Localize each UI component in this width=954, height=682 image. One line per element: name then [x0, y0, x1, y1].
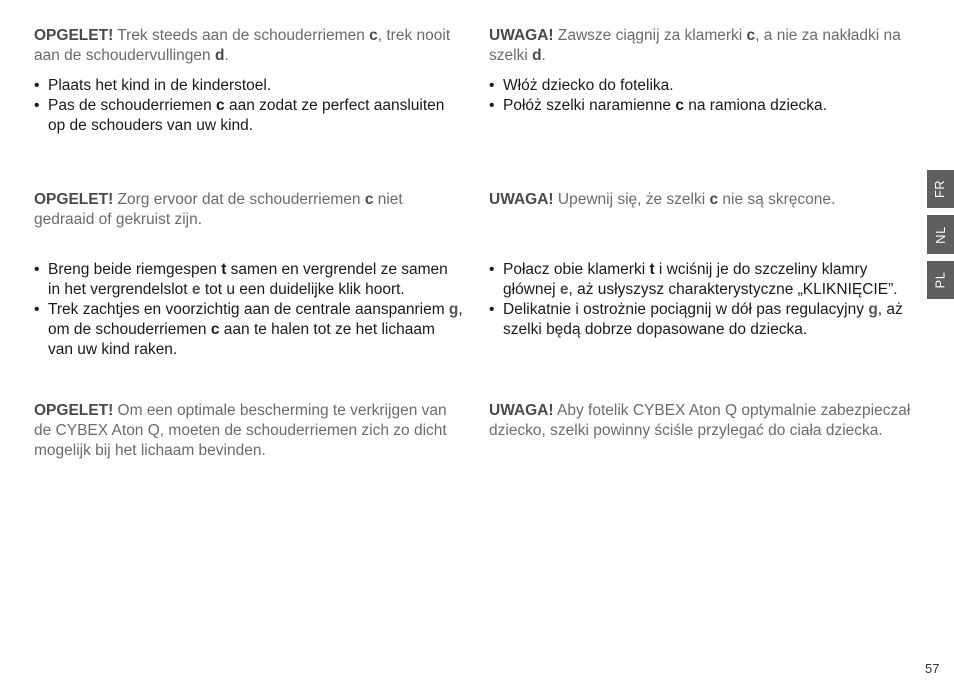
- list-item: • Breng beide riemgespen t samen en vergrendel ze samen in het vergrendelslot e tot u een duidelijke klik hoort.: [34, 260, 464, 300]
- part-ref: e: [559, 281, 569, 298]
- part-ref: c: [709, 191, 719, 208]
- pl-instruction-list-2: [489, 260, 919, 340]
- list-item: • Włóż dziecko do fotelika.: [489, 76, 919, 96]
- part-ref: c: [216, 97, 225, 114]
- nl-warning-3: OPGELET! Om een optimale bescherming te verkrijgen van de CYBEX Aton Q, moeten de schouderriemen zich zo dicht mogelijk bij het lichaam bevinden.: [34, 402, 447, 459]
- list-item: • Delikatnie i ostrożnie pociągnij w dół pas regulacyjny g, aż szelki będą dobrze dopasowane do dziecka.: [489, 300, 919, 340]
- part-ref: t: [649, 261, 655, 278]
- warning-label: UWAGA!: [489, 27, 554, 44]
- pl-warning-2: UWAGA! Upewnij się, że szelki c nie są skręcone.: [489, 191, 836, 208]
- nl-warning-2: OPGELET! Zorg ervoor dat de schouderriemen c niet gedraaid of gekruist zijn.: [34, 191, 403, 228]
- part-ref: c: [369, 27, 378, 44]
- nl-instruction-list-2: [34, 260, 464, 360]
- page-number: 57: [925, 661, 940, 676]
- pl-warning-1: UWAGA! Zawsze ciągnij za klamerki c, a nie za nakładki na szelki d.: [489, 27, 901, 64]
- pl-instruction-list-1: [489, 76, 919, 116]
- list-item: • Plaats het kind in de kinderstoel.: [34, 76, 464, 96]
- list-item: • Połóż szelki naramienne c na ramiona dziecka.: [489, 96, 919, 116]
- part-ref: e: [191, 281, 201, 298]
- part-ref: d: [214, 47, 225, 64]
- list-item: • Połacz obie klamerki t i wciśnij je do szczeliny klamry głównej e, aż usłyszysz charakterystyczne „KLIKNIĘCIE”.: [489, 260, 919, 300]
- part-ref: c: [210, 321, 220, 338]
- warning-label: OPGELET!: [34, 27, 114, 44]
- part-ref: d: [532, 47, 542, 64]
- list-item: • Pas de schouderriemen c aan zodat ze perfect aansluiten op de schouders van uw kind.: [34, 96, 464, 136]
- nl-warning-1: OPGELET! Trek steeds aan de schouderriemen c, trek nooit aan de schoudervullingen d.: [34, 27, 451, 64]
- list-item: • Trek zachtjes en voorzichtig aan de centrale aanspanriem g, om de schouderriemen c aan te halen tot ze het lichaam van uw kind raken.: [34, 300, 464, 360]
- warning-label: OPGELET!: [34, 402, 114, 419]
- warning-label: OPGELET!: [34, 191, 114, 208]
- warning-label: UWAGA!: [489, 402, 554, 419]
- part-ref: c: [364, 191, 374, 208]
- warning-label: UWAGA!: [489, 191, 554, 208]
- part-ref: c: [746, 27, 756, 44]
- part-ref: g: [868, 301, 878, 318]
- part-ref: g: [448, 301, 459, 318]
- part-ref: t: [221, 261, 227, 278]
- pl-warning-3: UWAGA! Aby fotelik CYBEX Aton Q optymalnie zabezpieczał dziecko, szelki powinny ściśle przylegać do ciała dziecka.: [489, 402, 911, 439]
- part-ref: c: [675, 97, 684, 114]
- nl-instruction-list-1: [34, 76, 464, 136]
- language-tab-pl[interactable]: PL: [927, 261, 954, 299]
- language-tab-fr[interactable]: FR: [927, 170, 954, 208]
- language-tab-nl[interactable]: NL: [927, 215, 954, 254]
